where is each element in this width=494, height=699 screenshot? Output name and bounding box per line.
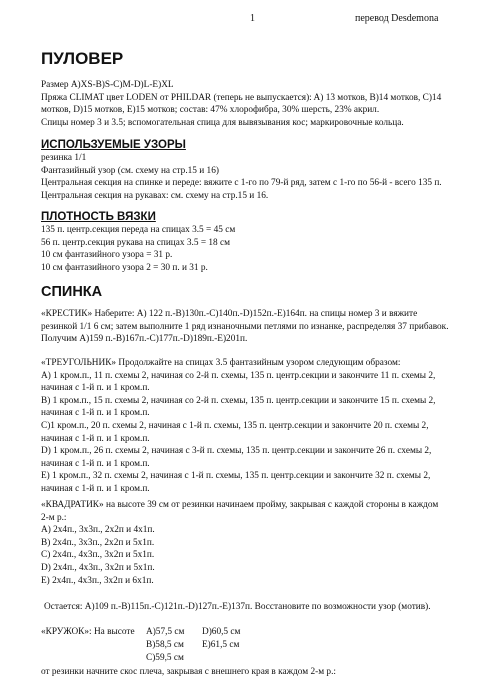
intro-line: Пряжа CLIMAT цвет LODEN от PHILDAR (теперь не выпускается): A) 13 мотков, B)14 мотков, C)14 bbox=[41, 92, 442, 103]
gauge-line: 56 п. центр.секция рукава на спицах 3.5 = 18 см bbox=[41, 237, 231, 248]
treugolnik-line: A) 1 кром.п., 11 п. схемы 2, начиная со 2-й п. схемы, 135 п. центр.секции и закончите 11 п. схемы 2, bbox=[41, 370, 436, 381]
kruzhok-tail: от резинки начните скос плеча, закрывая с внешнего края в каждом 2-м р.: bbox=[41, 667, 336, 677]
kruzhok-size-a: A)57,5 см bbox=[146, 627, 185, 637]
kvadratik-line: 2-м р.: bbox=[41, 512, 67, 523]
treugolnik-line: начиная с 1-й п. и 1 кром.п. bbox=[41, 483, 150, 494]
intro-line: мотков, D)15 мотков, E)15 мотков; состав: 47% хлорофибра, 30% шерсть, 23% акрил. bbox=[41, 105, 380, 116]
treugolnik-line: D) 1 кром.п., 26 п. схемы 2, начиная с 3-й п. схемы, 135 п. центр.секции и закончите 26 п. схемы 2, bbox=[41, 446, 432, 457]
krestik-line: резинкой 1/1 6 см; затем выполните 1 ряд изнаночными петлями по изнанке, распределяя 37 прибавок. bbox=[41, 321, 449, 332]
patterns-block bbox=[41, 152, 471, 202]
pattern-line: Центральная секция на спинке и переде: вяжите с 1-го по 79-й ряд, затем с 1-го по 56-й - всего 135 п. bbox=[41, 178, 442, 189]
intro-line: Размер A)XS-B)S-C)M-D)L-E)XL bbox=[41, 80, 174, 90]
kvadratik-line: D) 2х4п., 4х3п., 3х2п и 5х1п. bbox=[41, 562, 155, 573]
kruzhok-lead: «КРУЖОК»: На высоте bbox=[41, 627, 135, 637]
gauge-block bbox=[41, 224, 471, 274]
krestik-line: Получим A)159 п.-B)167п.-C)177п.-D)189п.-E)201п. bbox=[41, 334, 248, 345]
gauge-heading: ПЛОТНОСТЬ ВЯЗКИ bbox=[41, 211, 156, 223]
treugolnik-line: начиная с 1-й п. и 1 кром.п. bbox=[41, 458, 150, 469]
kruzhok-size-c: C)59,5 см bbox=[146, 653, 184, 663]
kvadratik-block bbox=[41, 499, 471, 587]
treugolnik-line: начиная с 1-й п. и 1 кром.п. bbox=[41, 408, 150, 419]
translator-credit: перевод Desdemona bbox=[355, 13, 439, 24]
treugolnik-line: «ТРЕУГОЛЬНИК» Продолжайте на спицах 3.5 фантазийным узором следующим образом: bbox=[41, 358, 401, 368]
intro-line: Спицы номер 3 и 3.5; вспомогательная спица для вывязывания кос; маркировочные кольца. bbox=[41, 117, 404, 128]
kvadratik-line: A) 2х4п., 3х3п., 2х2п и 4х1п. bbox=[41, 525, 155, 536]
treugolnik-line: C)1 кром.п., 20 п. схемы 2, начиная с 1-й п. схемы, 135 п. центр.секции и закончите 20 п. схемы 2, bbox=[41, 420, 429, 431]
kvadratik-line: B) 2х4п., 3х3п., 2х2п и 5х1п. bbox=[41, 537, 155, 548]
intro-block bbox=[41, 79, 471, 129]
remaining-stitches: Остается: A)109 п.-B)115п.-C)121п.-D)127п.-E)137п. Восстановите по возможности узор (мотив). bbox=[44, 602, 431, 612]
kvadratik-line: E) 2х4п., 4х3п., 3х2п и 6х1п. bbox=[41, 575, 154, 586]
kruzhok-size-e: E)61,5 см bbox=[202, 640, 240, 650]
krestik-line: «КРЕСТИК» Наберите: A) 122 п.-B)130п.-C)140п.-D)152п.-E)164п. на спицы номер 3 и вяжите bbox=[41, 309, 418, 319]
treugolnik-line: начиная с 1-й п. и 1 кром.п. bbox=[41, 433, 150, 444]
patterns-heading: ИСПОЛЬЗУЕМЫЕ УЗОРЫ bbox=[41, 139, 186, 151]
gauge-line: 135 п. центр.секция переда на спицах 3.5 = 45 см bbox=[41, 225, 236, 235]
treugolnik-line: B) 1 кром.п., 15 п. схемы 2, начиная со 2-й п. схемы, 135 п. центр.секции и закончите 15 п. схемы 2, bbox=[41, 395, 436, 406]
page-number: 1 bbox=[250, 13, 255, 24]
document-title: ПУЛОВЕР bbox=[41, 49, 124, 68]
back-heading: СПИНКА bbox=[41, 284, 103, 300]
treugolnik-line: E) 1 кром.п., 32 п. схемы 2, начиная с 1-й п. схемы, 135 п. центр.секции и закончите 32 п. схемы 2, bbox=[41, 471, 431, 482]
pattern-line: Центральная секция на рукавах: см. схему на стр.15 и 16. bbox=[41, 190, 269, 201]
kruzhok-size-b: B)58,5 см bbox=[146, 640, 184, 650]
kvadratik-line: «КВАДРАТИК» на высоте 39 см от резинки начинаем пройму, закрывая с каждой стороны в каждом bbox=[41, 500, 439, 510]
pattern-line: резинка 1/1 bbox=[41, 153, 87, 163]
gauge-line: 10 см фантазийного узора = 31 р. bbox=[41, 250, 173, 261]
treugolnik-line: начиная с 1-й п. и 1 кром.п. bbox=[41, 383, 150, 394]
treugolnik-block bbox=[41, 357, 471, 496]
kvadratik-line: C) 2х4п., 4х3п., 3х2п и 5х1п. bbox=[41, 550, 155, 561]
pattern-line: Фантазийный узор (см. схему на стр.15 и 16) bbox=[41, 165, 219, 176]
gauge-line: 10 см фантазийного узора 2 = 30 п. и 31 р. bbox=[41, 262, 208, 273]
kruzhok-size-d: D)60,5 см bbox=[202, 627, 241, 637]
krestik-block bbox=[41, 308, 471, 346]
